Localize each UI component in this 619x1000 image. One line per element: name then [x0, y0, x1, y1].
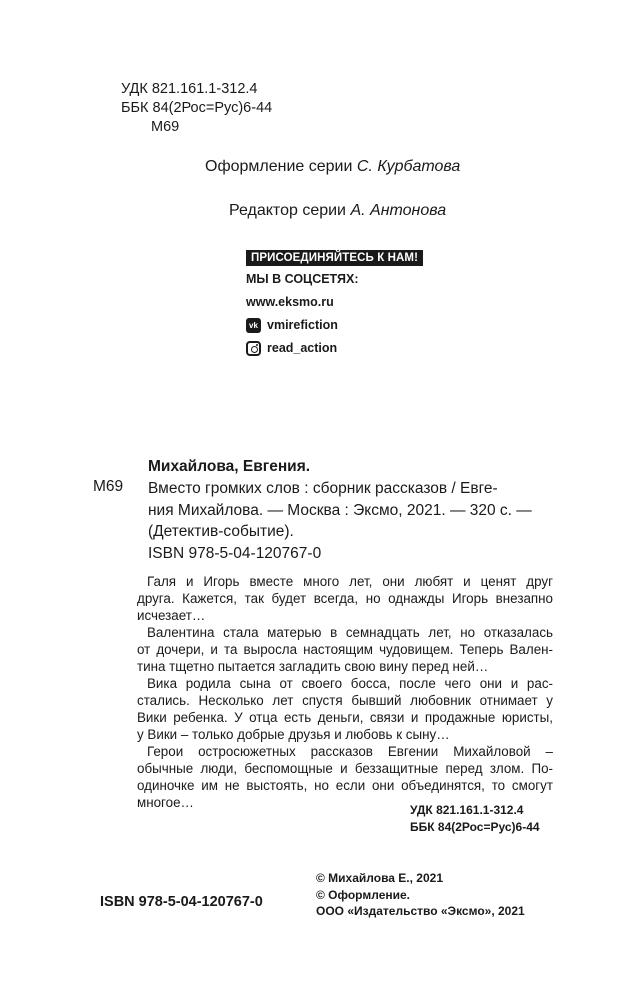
record-line: Вместо громких слов : сборник рассказов / Евге- — [148, 480, 498, 497]
record-code: М69 — [93, 478, 124, 495]
record-line: ния Михайлова. — Москва : Эксмо, 2021. — 320 с. — — [148, 501, 532, 519]
series-design-name: С. Курбатова — [356, 158, 461, 175]
series-design-line — [205, 158, 460, 176]
annotation-line: Валентина стала матерью в семнадцать лет, но отказалась — [147, 625, 553, 640]
annotation-paragraph — [137, 743, 553, 811]
social-heading: МЫ В СОЦСЕТЯХ: — [246, 272, 359, 286]
annotation-line: обычные люди, беспомощные и беззащитные перед злом. По- — [137, 761, 553, 776]
classification-codes-bottom — [410, 802, 540, 836]
vk-handle: vmirefiction — [267, 318, 338, 332]
series-editor-line — [229, 202, 446, 220]
series-editor-name: А. Антонова — [350, 202, 447, 219]
annotation-line: друга. Кажется, так будет всегда, но однажды Игорь внезапно — [137, 591, 553, 606]
record-author: Михайлова, Евгения. — [148, 458, 311, 475]
series-design-label: Оформление серии — [205, 158, 353, 175]
website-link[interactable]: www.eksmo.ru — [246, 295, 334, 309]
vk-link[interactable] — [246, 315, 423, 335]
annotation-line: Галя и Игорь вместе много лет, они любят и ценят друг — [147, 574, 553, 589]
annotation-line: Вики ребенка. У отца есть деньги, связи и продажные юристы, — [137, 710, 553, 725]
series-editor-label: Редактор серии — [229, 202, 346, 219]
social-block — [246, 248, 423, 358]
author-mark-code: М69 — [151, 119, 180, 135]
isbn-bottom: ISBN 978-5-04-120767-0 — [100, 894, 263, 910]
copyright-author: © Михайлова Е., 2021 — [316, 871, 443, 885]
annotation-line: стались. Несколько лет спустя бывший любовник отнимает у — [137, 693, 553, 708]
annotation-paragraph — [137, 675, 553, 743]
join-us-banner: ПРИСОЕДИНЯЙТЕСЬ К НАМ! — [246, 250, 423, 266]
record-line: (Детектив-событие). — [148, 523, 294, 540]
udk-code: УДК 821.161.1-312.4 — [410, 803, 524, 817]
copyright-design: © Оформление. — [316, 887, 411, 902]
copyright-block — [316, 870, 525, 920]
record-description — [148, 478, 553, 543]
annotation — [137, 573, 553, 811]
annotation-line: тина тщетно пытается загладить свою вину перед ней… — [137, 659, 489, 674]
instagram-handle: read_action — [267, 341, 338, 355]
classification-codes-top — [121, 80, 272, 137]
annotation-line: исчезает… — [137, 608, 206, 623]
annotation-line: Вика родила сына от своего босса, после чего они и рас- — [147, 676, 553, 691]
udk-code: УДК 821.161.1-312.4 — [121, 81, 258, 97]
bbk-code: ББК 84(2Рос=Рус)6-44 — [121, 100, 273, 116]
vk-icon: vk — [246, 318, 261, 333]
annotation-line: многое… — [137, 795, 194, 810]
annotation-line: Герои остросюжетных рассказов Евгении Михайловой – — [147, 744, 553, 759]
annotation-line: от дочери, и та выросла настоящим чудовищем. Теперь Вален- — [137, 642, 553, 657]
annotation-line: у Вики – только добрые друзья и любовь к сыну… — [137, 727, 450, 742]
bbk-code: ББК 84(2Рос=Рус)6-44 — [410, 820, 540, 834]
instagram-icon — [246, 341, 261, 356]
instagram-link[interactable] — [246, 338, 423, 358]
annotation-line: одиночке им не выстоять, но если они объединятся, то смогут — [137, 778, 553, 793]
annotation-paragraph — [137, 573, 553, 624]
annotation-paragraph — [137, 624, 553, 675]
record-isbn: ISBN 978-5-04-120767-0 — [148, 545, 322, 562]
copyright-publisher: ООО «Издательство «Эксмо», 2021 — [316, 904, 525, 918]
